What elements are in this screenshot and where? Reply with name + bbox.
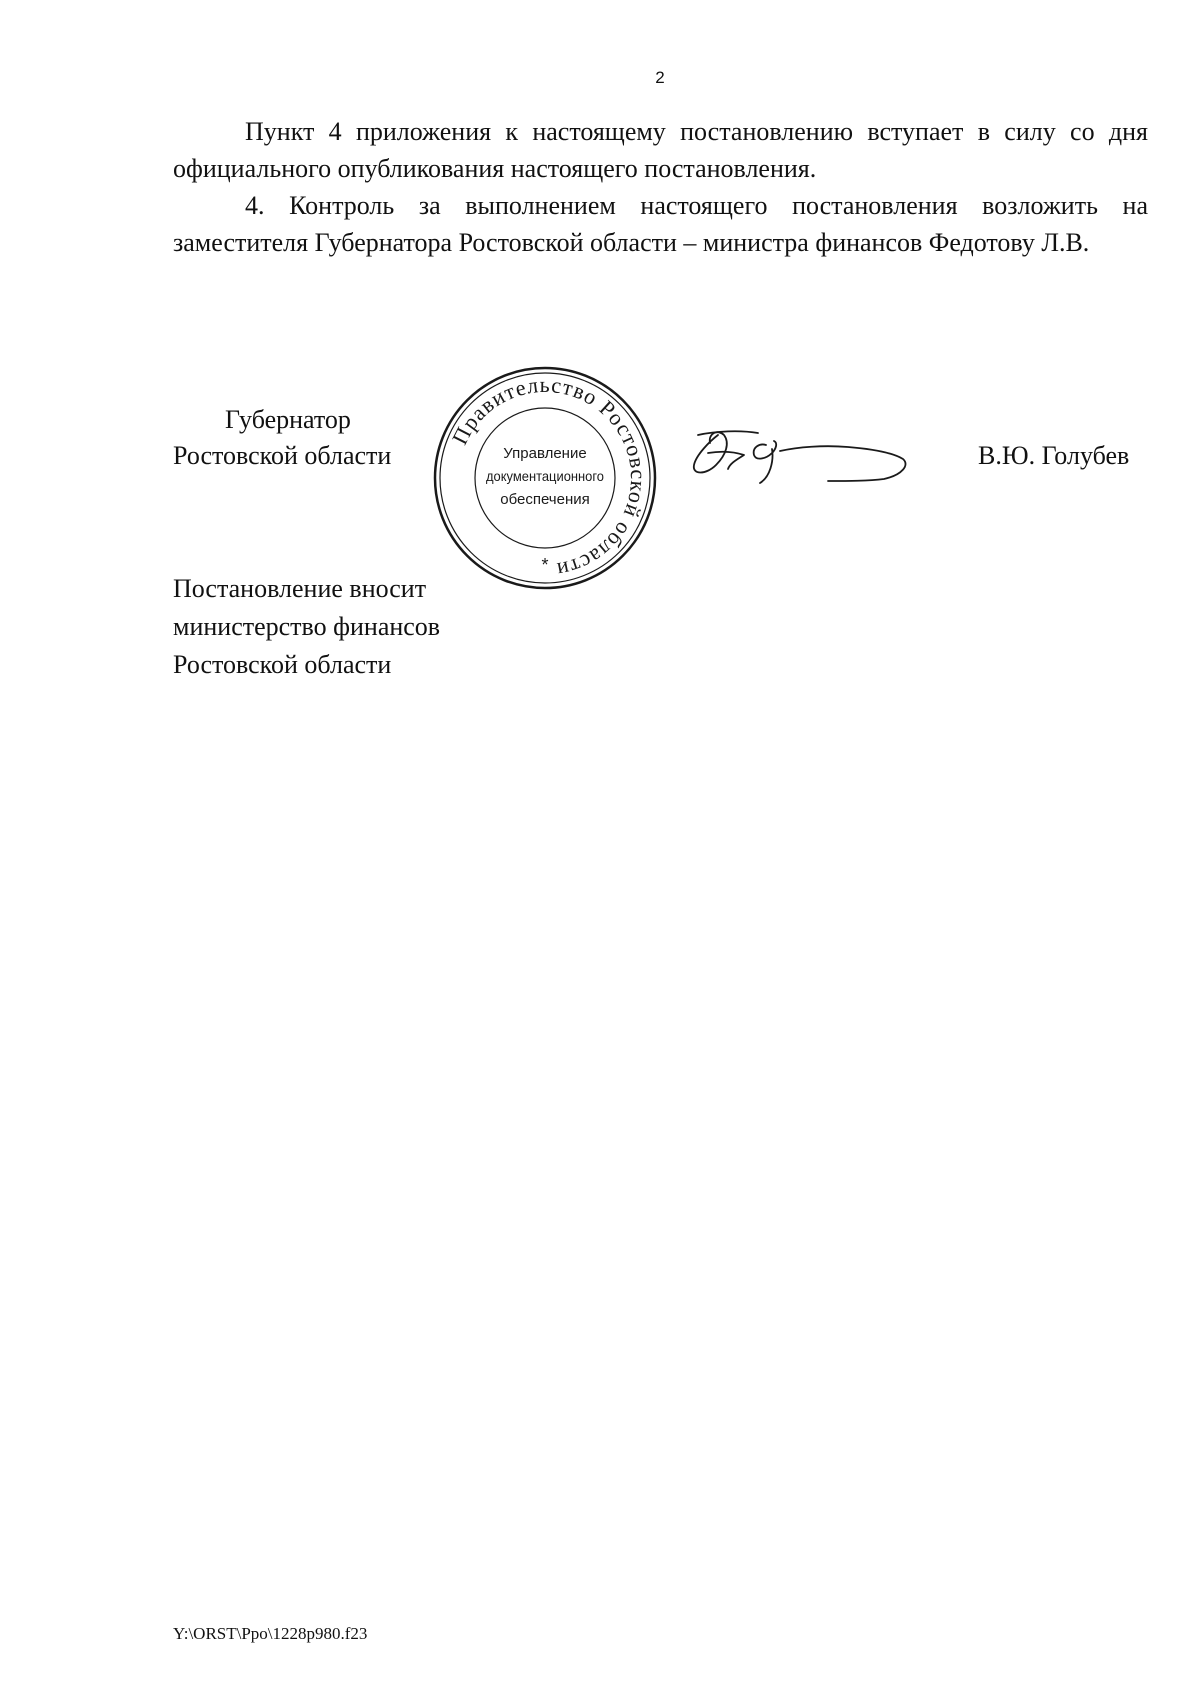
signer-position-line1: Губернатор [225,405,351,434]
document-body [173,113,1148,261]
footer-file-path: Y:\ORST\Ppo\1228p980.f23 [173,1624,368,1643]
paragraph-effective-date: Пункт 4 приложения к настоящему постановлению вступает в силу со дня официального опубликования настоящего постановления. [173,117,1148,183]
seal-star: * [541,555,549,575]
page-number: 2 [655,68,665,87]
official-seal [432,365,658,591]
submitted-by-line1: Постановление вносит [173,574,427,603]
submitted-by [173,570,440,684]
handwritten-signature [688,425,938,495]
seal-center-line2: документационного [486,468,605,484]
paragraph-control: 4. Контроль за выполнением настоящего постановления возложить на заместителя Губернатора Ростовской области – министра финансов Федотову Л.В. [173,191,1148,257]
seal-center-line3: обеспечения [500,491,590,508]
signer-position-line2: Ростовской области [173,441,392,470]
seal-center-line1: Управление [503,445,587,462]
seal-ring-text: Правительство Ростовской области [446,371,652,584]
submitted-by-line3: Ростовской области [173,650,392,679]
signer-name: В.Ю. Голубев [978,441,1130,470]
submitted-by-line2: министерство финансов [173,612,441,641]
